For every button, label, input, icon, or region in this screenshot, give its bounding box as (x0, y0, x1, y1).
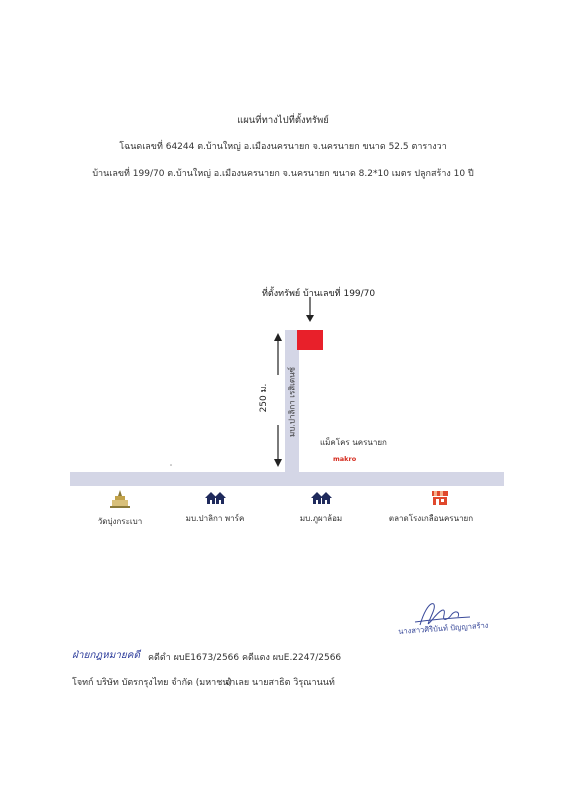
property-label: ที่ตั้งทรัพย์ บ้านเลขที่ 199/70 (262, 289, 376, 299)
plaintiff-info: โจทก์ บริษัท บัตรกรุงไทย จำกัด (มหาชน) (72, 678, 232, 688)
side-road-label: มบ.ปาลิกา เรสิเดนซ์ (287, 367, 297, 437)
houses-icon (205, 492, 226, 504)
case-info: คดีดำ ผบE1673/2566 คดีแดง ผบE.2247/2566 (148, 653, 342, 663)
landmark-label: มบ.ปาลิกา พาร์ค (185, 514, 245, 523)
makro-logo: makro (333, 455, 357, 463)
signer-caption: นางสาวศิริบันท์ ปัญญาสร้าง (398, 620, 489, 636)
house-info: บ้านเลขที่ 199/70 ต.บ้านใหญ่ อ.เมืองนครนายก จ.นครนายก ขนาด 8.2*10 เมตร ปลูกสร้าง 10 ปี (92, 169, 474, 179)
handwritten-note: ฝ่ายกฎหมายคดี (72, 650, 140, 661)
main-road (70, 472, 504, 486)
landmark-label: มบ.ภูผาล้อม (299, 514, 343, 523)
makro-name: แม็คโคร นครนายก (320, 438, 387, 447)
deed-info: โฉนดเลขที่ 64244 ต.บ้านใหญ่ อ.เมืองนครนายก จ.นครนายก ขนาด 52.5 ตารางวา (119, 142, 447, 152)
defendant-info: จำเลย นายสาธิต วิรุณานนท์ (225, 678, 335, 688)
document-title: แผนที่ทางไปที่ตั้งทรัพย์ (237, 115, 329, 126)
property-marker (297, 330, 323, 350)
houses-icon (311, 492, 332, 504)
landmark-label: ตลาดโรงเกลือนครนายก (388, 514, 474, 523)
landmark-label: วัดบุ่งกระเบา (97, 517, 143, 526)
property-pointer-arrow (306, 297, 314, 322)
distance-arrow (274, 333, 282, 467)
temple-icon (110, 490, 130, 508)
market-icon (432, 491, 448, 505)
distance-label: 250 ม. (259, 383, 269, 413)
